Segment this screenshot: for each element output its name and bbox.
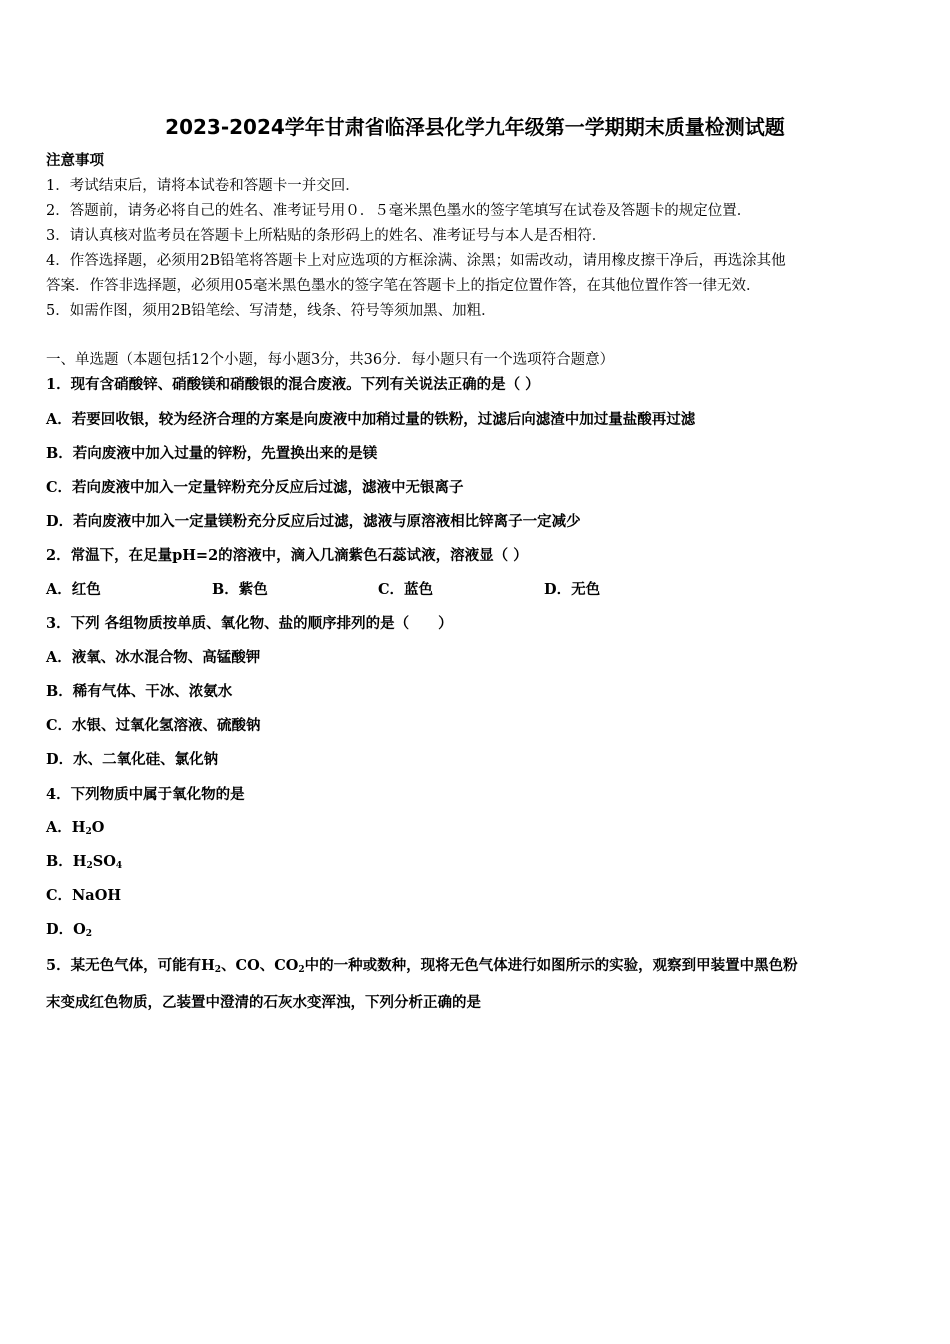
notice-item: 2．答题前，请务必将自己的姓名、准考证号用０．５毫米黑色墨水的签字笔填写在试卷及答题卡的规定位置． xyxy=(46,203,752,219)
notice-item: 3．请认真核对监考员在答题卡上所粘贴的条形码上的姓名、准考证号与本人是否相符． xyxy=(46,228,607,244)
option-a: A．液氧、冰水混合物、高锰酸钾 xyxy=(46,649,261,666)
option-c: C．若向废液中加入一定量锌粉充分反应后过滤，滤液中无银离子 xyxy=(46,479,464,496)
question-stem: 5．某无色气体，可能有$H_2$、CO、$CO_2$中的一种或数种，现将无色气体进行如图所示的实验，观察到甲装置中黑色粉 xyxy=(46,957,798,975)
question-stem: 3．下列 各组物质按单质、氧化物、盐的顺序排列的是（ ） xyxy=(46,615,453,632)
question-stem: 4．下列物质中属于氧化物的是 xyxy=(46,786,245,803)
option-d: D．$O_2$ xyxy=(46,921,92,939)
page-title: 2023-2024学年甘肃省临泽县化学九年级第一学期期末质量检测试题 xyxy=(165,115,785,139)
notice-item: 答案．作答非选择题，必须用05毫米黑色墨水的签字笔在答题卡上的指定位置作答，在其他位置作答一律无效． xyxy=(46,278,761,294)
option-a: A．若要回收银，较为经济合理的方案是向废液中加稍过量的铁粉，过滤后向滤渣中加过量盐酸再过滤 xyxy=(46,411,696,428)
option-row xyxy=(46,580,710,600)
question-stem-continued: 末变成红色物质，乙装置中澄清的石灰水变浑浊，下列分析正确的是 xyxy=(46,994,481,1011)
question-stem: 1．现有含硝酸锌、硝酸镁和硝酸银的混合废液。下列有关说法正确的是（ ） xyxy=(46,376,540,393)
option-b: B．紫色 xyxy=(212,581,268,598)
notice-heading: 注意事项 xyxy=(46,152,104,169)
option-a: A．$H_2O$ xyxy=(46,819,105,837)
option-d: D．若向废液中加入一定量镁粉充分反应后过滤，滤液与原溶液相比锌离子一定减少 xyxy=(46,513,581,530)
option-c: C．蓝色 xyxy=(378,581,434,598)
option-a: A．红色 xyxy=(46,581,101,598)
notice-item: 5．如需作图，须用2B铅笔绘、写清楚，线条、符号等须加黑、加粗． xyxy=(46,303,496,319)
option-b: B．稀有气体、干冰、浓氨水 xyxy=(46,683,233,700)
notice-item: 1．考试结束后，请将本试卷和答题卡一并交回． xyxy=(46,178,360,194)
question-stem: 2．常温下，在足量pH=2的溶液中，滴入几滴紫色石蕊试液，溶液显（ ） xyxy=(46,547,528,564)
notice-item: 4．作答选择题，必须用2B铅笔将答题卡上对应选项的方框涂满、涂黑；如需改动，请用橡皮擦干净后，再选涂其他 xyxy=(46,253,786,269)
section-heading: 一、单选题（本题包括12个小题，每小题3分，共36分．每小题只有一个选项符合题意） xyxy=(46,352,615,368)
option-c: C．水银、过氧化氢溶液、硫酸钠 xyxy=(46,717,261,734)
option-c: C．NaOH xyxy=(46,887,122,904)
option-b: B．若向废液中加入过量的锌粉，先置换出来的是镁 xyxy=(46,445,378,462)
option-d: D．水、二氧化硅、氯化钠 xyxy=(46,751,219,768)
option-b: B．$H_2SO_4$ xyxy=(46,853,123,871)
option-d: D．无色 xyxy=(544,581,601,598)
